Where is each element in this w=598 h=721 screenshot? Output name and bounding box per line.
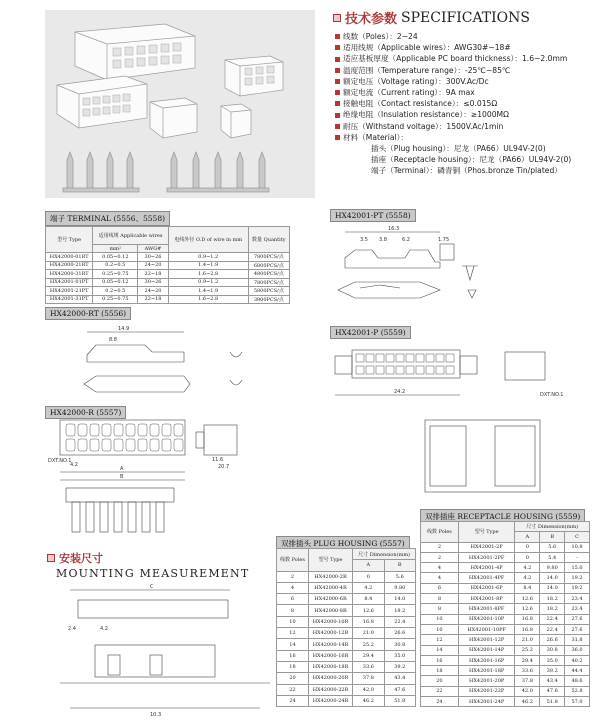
- svg-text:4.2: 4.2: [100, 626, 108, 632]
- svg-text:4.2: 4.2: [70, 462, 78, 468]
- table-row: 10 HX42001-10P 16.8 22.4 27.6: [421, 614, 590, 624]
- spec-row: 额定电流（Current rating）：9A max: [335, 87, 597, 98]
- table-row: 2 HX42001-2PF 0 5.4 -: [421, 552, 590, 562]
- table-row: 8 HX42000-8R 12.6 18.2: [277, 605, 416, 616]
- table-row: 4 HX42001-4PF 4.2 14.0 19.2: [421, 573, 590, 583]
- table-row: 20 HX42001-20P 37.8 43.4 48.6: [421, 676, 590, 686]
- spec-row: 适用线规（Applicable wires）：AWG30#~18#: [335, 42, 597, 53]
- table-row: 16 HX42000-16R 29.4 35.0: [277, 650, 416, 661]
- mount-subtitle: MOUNTING MEASUREMENT: [56, 567, 250, 580]
- table-row: HX42000-01RT 0.05~0.12 30~26 0.9~1.2 7800PCS/点: [46, 253, 290, 262]
- mounting-drawing: [60, 584, 270, 718]
- table-row: 2 HX42000-2R 0 5.6: [277, 571, 416, 582]
- table-row: 22 HX42000-22R 42.0 47.6: [277, 684, 416, 695]
- table-row: 16 HX42001-16P 29.4 35.0 40.2: [421, 655, 590, 665]
- table-row: 4 HX42001-4P 4.2 9.80 15.0: [421, 563, 590, 573]
- table-row: 18 HX42001-18P 33.6 39.2 44.4: [421, 666, 590, 676]
- svg-text:10.3: 10.3: [150, 712, 162, 718]
- spec-title-cn: 技术参数: [345, 12, 398, 27]
- mount-title: 安装尺寸: [47, 550, 103, 566]
- table-row: 8 HX42001-8PF 12.6 18.2 23.4: [421, 604, 590, 614]
- spec-row: 绝缘电阻（Insulation resistance）：≥1000MΩ: [335, 109, 597, 120]
- svg-text:24.2: 24.2: [394, 389, 406, 395]
- terminal-table: 型号 Type 适用线规 Applicable wires 电线外径 O.D of wire in mm 数量 Quantity mm² AWG# HX42000-01RT 0.05~0.12 30~26 0.9~1.2 7800PCS/点 HX42000-21RT 0.2~0.5 24~20 1.4~1.9 6800PCS/点 HX42000-31RT 0.25~0.75 22~18 1.6~2.8 4800PCS/点 HX42001-01PT 0.05~0.12 30~26 0.9~1.2 7800PCS/点 HX42001-21PT 0.2~0.5 24~20 1.4~1.9 5800PCS/点 HX42001-31PT 0.25~0.75 22~18 1.6~2.8 3800PCS/点: [45, 226, 290, 304]
- table-row: 12 HX42001-12P 21.0 26.6 31.8: [421, 635, 590, 645]
- table-row: 4 HX42000-4R 4.2 9.80: [277, 582, 416, 593]
- plug-table: 线数 Poles 型号 Type 尺寸 Dimension(mm) A B 2 HX42000-2R 0 5.6 4 HX42000-4R 4.2 9.80 6 HX42000-6R 8.4 14.0 8 HX42000-8R 12.6 18.2 10 HX42000-10R 16.8 22.4 12 HX42000-12R 21.0 26.6 14 HX42000-14R 25.2 30.8 16 HX42000-16R 29.4 35.0 18 HX42000-18R 33.6 39.2 20 HX42000-20R 37.8 43.4 22 HX42000-22R 42.0 47.6 24 HX42000-24R 46.2 51.8: [276, 548, 416, 707]
- svg-text:16.3: 16.3: [388, 226, 400, 232]
- table-row: 24 HX42000-24R 46.2 51.8: [277, 695, 416, 706]
- table-row: 10 HX42000-10R 16.8 22.4: [277, 616, 416, 627]
- spec-row: 适应基板厚度（Applicable PC board thickness）：1.6~2.0mm: [335, 53, 597, 64]
- material-row: 插座（Receptacle housing）：尼龙（PA66）UL94V-2(0): [371, 155, 572, 165]
- svg-text:C: C: [150, 584, 154, 590]
- table-row: 2 HX42001-2P 0 5.6 10.8: [421, 542, 590, 552]
- terminal-label: 端子 TERMINAL (5556、5558): [45, 211, 170, 226]
- plug-title: 双排插头 PLUG HOUSING (5557): [276, 536, 410, 551]
- svg-text:2.4: 2.4: [68, 626, 76, 632]
- table-row: 6 HX42000-6R 8.4 14.0: [277, 594, 416, 605]
- table-row: 8 HX42001-8P 12.6 18.2 23.4: [421, 594, 590, 604]
- svg-text:B: B: [120, 474, 124, 480]
- rt-terminal-drawing: [84, 326, 242, 392]
- p-housing-drawing: [335, 350, 563, 492]
- table-row: 14 HX42000-14R 25.2 30.8: [277, 639, 416, 650]
- svg-text:20.7: 20.7: [218, 464, 230, 470]
- svg-text:8.8: 8.8: [109, 337, 117, 343]
- svg-text:DXT.NO.1: DXT.NO.1: [48, 458, 72, 464]
- section-bullet-icon: [47, 554, 55, 562]
- spec-row: 耐压（Withstand voltage）：1500V.Ac/1min: [335, 121, 597, 132]
- table-row: 24 HX42001-24P 46.2 51.8 57.0: [421, 697, 590, 707]
- svg-text:11.6: 11.6: [212, 457, 224, 463]
- table-row: 10 HX42001-10PF 16.8 22.4 27.6: [421, 624, 590, 634]
- spec-row: 温度范围（Temperature range）：-25℃~85℃: [335, 65, 597, 76]
- r-label: HX42000-R (5557): [45, 406, 126, 419]
- table-row: 22 HX42001-22P 42.0 47.6 52.8: [421, 686, 590, 696]
- table-row: HX42001-31PT 0.25~0.75 22~18 1.6~2.8 3800PCS/点: [46, 295, 290, 304]
- table-row: HX42000-21RT 0.2~0.5 24~20 1.4~1.9 6800PCS/点: [46, 261, 290, 270]
- spec-row: 额定电压（Voltage rating）：300V.Ac/Dc: [335, 76, 597, 87]
- receptacle-table: 线数 Poles 型号 Type 尺寸 Dimension(mm) A B C 2 HX42001-2P 0 5.6 10.8 2 HX42001-2PF 0 5.4 - 4 HX42001-4P 4.2 9.80 15.0 4 HX42001-4PF 4.2 14.0 19.2 6 HX42001-6P 8.4 14.0 19.2 8 HX42001-8P 12.6 18.2 23.4 8 HX42001-8PF 12.6 18.2 23.4 10 HX42001-10P 16.8 22.4 27.6 10 HX42001-10PF 16.8 22.4 27.6 12 HX42001-12P 21.0 26.6 31.8 14 HX42001-14P 25.2 30.8 36.0 16 HX42001-16P 29.4 35.0 40.2 18 HX42001-18P 33.6 39.2 44.4 20 HX42001-20P 37.8 43.4 48.6 22 HX42001-22P 42.0 47.6 52.8 24 HX42001-24P 46.2 51.8 57.0: [420, 521, 590, 707]
- material-row: 端子（Terminal）：磷青铜（Phos.bronze Tin/plated）: [371, 166, 562, 176]
- p-label: HX42001-P (5559): [330, 326, 411, 339]
- material-row: 插头（Plug housing）：尼龙（PA66）UL94V-2(0): [371, 144, 546, 154]
- table-row: 6 HX42001-6P 8.4 14.0 19.2: [421, 583, 590, 593]
- table-row: HX42000-31RT 0.25~0.75 22~18 1.6~2.8 4800PCS/点: [46, 270, 290, 279]
- svg-text:A: A: [120, 466, 124, 472]
- pt-terminal-drawing: [338, 226, 478, 298]
- svg-text:3.8: 3.8: [379, 237, 387, 243]
- table-row: 18 HX42000-18R 33.6 39.2: [277, 661, 416, 672]
- table-row: 20 HX42000-20R 37.8 43.4: [277, 673, 416, 684]
- spec-title-en: SPECIFICATIONS: [401, 9, 530, 26]
- spec-row: 线数（Poles）：2~24: [335, 31, 597, 42]
- table-row: 12 HX42000-12R 21.0 26.6: [277, 628, 416, 639]
- svg-text:3.5: 3.5: [360, 237, 368, 243]
- svg-text:6.2: 6.2: [402, 237, 410, 243]
- pt-label: HX42001-PT (5558): [330, 209, 416, 222]
- spec-row: 接触电阻（Contact resistance）：≤0.015Ω: [335, 98, 597, 109]
- spec-row: 材料（Material）：: [335, 132, 597, 143]
- svg-text:1.75: 1.75: [438, 237, 450, 243]
- svg-text:DXT.NO.1: DXT.NO.1: [540, 392, 564, 398]
- receptacle-title: 双排插座 RECEPTACLE HOUSING (5559): [420, 509, 585, 524]
- table-row: HX42001-01PT 0.05~0.12 30~26 0.9~1.2 7800PCS/点: [46, 278, 290, 287]
- svg-text:14.9: 14.9: [118, 326, 130, 332]
- rt-label: HX42000-RT (5556): [45, 307, 131, 320]
- table-row: 14 HX42001-14P 25.2 30.8 36.0: [421, 645, 590, 655]
- table-row: HX42001-21PT 0.2~0.5 24~20 1.4~1.9 5800PCS/点: [46, 287, 290, 296]
- r-housing-drawing: [48, 420, 237, 532]
